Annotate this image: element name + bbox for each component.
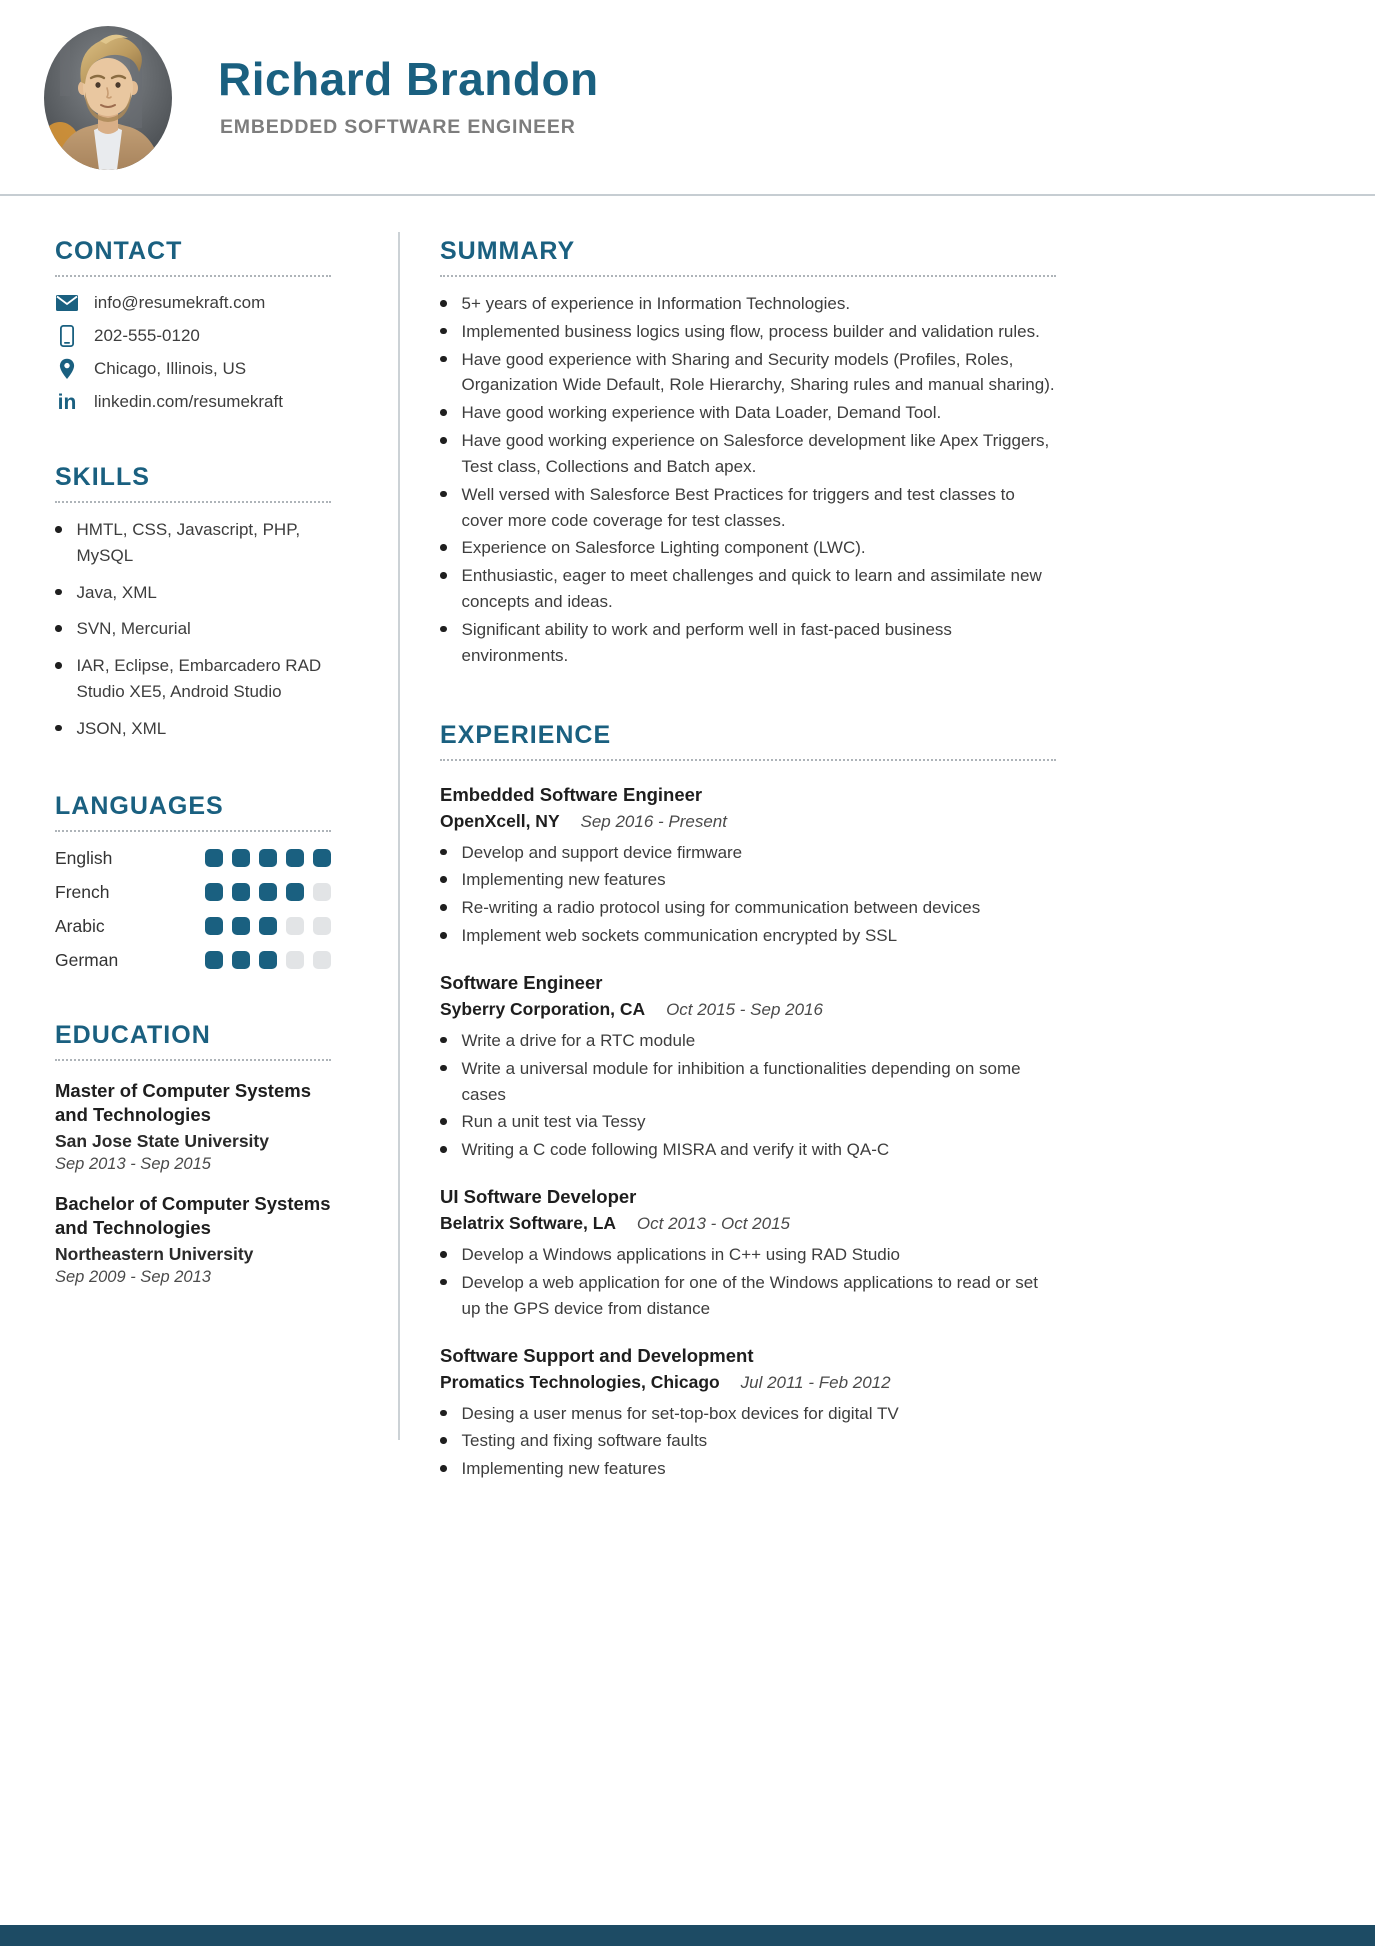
level-square <box>313 883 331 901</box>
job-bullet-text: Develop a Windows applications in C++ using RAD Studio <box>461 1245 900 1265</box>
skill-item <box>55 517 331 569</box>
education-dates: Sep 2013 - Sep 2015 <box>55 1154 211 1173</box>
level-square <box>232 917 250 935</box>
skill-text: IAR, Eclipse, Embarcadero RAD Studio XE5, Android Studio <box>76 656 322 702</box>
summary-item <box>440 535 1056 561</box>
bullet-dot <box>440 626 447 633</box>
contact-row-location <box>55 358 331 380</box>
job-entry <box>440 1186 1056 1321</box>
linkedin-icon: in <box>57 390 77 414</box>
education-item <box>55 1192 331 1287</box>
job-dates: Oct 2015 - Sep 2016 <box>666 999 823 1019</box>
job-bullet-text: Writing a C code following MISRA and verify it with QA-C <box>461 1140 890 1160</box>
education-heading: EDUCATION <box>55 1021 331 1061</box>
summary-item <box>440 617 1056 669</box>
languages-list <box>55 848 331 971</box>
job-bullet-text: Write a universal module for inhibition a functionalities depending on some cases <box>461 1058 1021 1104</box>
bullet-dot <box>440 1279 447 1286</box>
bullet-dot <box>440 572 447 579</box>
bullet-dot <box>440 1118 447 1125</box>
job-company: OpenXcell, NY <box>440 810 560 831</box>
language-row <box>55 916 331 937</box>
location-icon <box>55 358 79 380</box>
job-bullet <box>440 1428 1056 1454</box>
contact-location-text: Chicago, Illinois, US <box>94 359 247 378</box>
school-name: Northeastern University <box>55 1243 254 1264</box>
avatar-illustration <box>44 26 172 170</box>
bullet-dot <box>440 1065 447 1072</box>
job-entry <box>440 1345 1056 1482</box>
contact-heading: CONTACT <box>55 237 331 277</box>
person-name: Richard Brandon <box>218 53 599 105</box>
school-name: San Jose State University <box>55 1130 269 1151</box>
job-bullet-text: Develop a web application for one of the Windows applications to read or set up the GPS device from distance <box>461 1272 1038 1318</box>
education-item <box>55 1079 331 1174</box>
job-meta <box>440 999 1056 1020</box>
job-bullet <box>440 1056 1056 1108</box>
summary-text: Implemented business logics using flow, process builder and validation rules. <box>461 321 1040 341</box>
skill-item <box>55 716 331 742</box>
job-bullet <box>440 923 1056 949</box>
contact-row-linkedin <box>55 391 331 413</box>
job-entry <box>440 972 1056 1163</box>
level-square <box>286 917 304 935</box>
summary-item <box>440 428 1056 480</box>
summary-text: Enthusiastic, eager to meet challenges and quick to learn and assimilate new concepts and ideas. <box>461 566 1042 612</box>
contact-phone-text: 202-555-0120 <box>94 326 200 345</box>
contact-email-text: info@resumekraft.com <box>94 293 266 312</box>
summary-text: Have good working experience on Salesforce development like Apex Triggers, Test class, Collections and Batch apex. <box>461 431 1050 476</box>
summary-item <box>440 482 1056 534</box>
job-bullet <box>440 895 1056 921</box>
left-column <box>55 237 331 1287</box>
bullet-dot <box>440 328 447 335</box>
job-bullet <box>440 1456 1056 1482</box>
job-bullet <box>440 867 1056 893</box>
bullet-dot <box>440 300 447 307</box>
education-list <box>55 1079 331 1287</box>
job-bullets <box>440 1242 1056 1321</box>
level-square <box>286 849 304 867</box>
level-square <box>286 883 304 901</box>
bullet-dot <box>440 491 447 498</box>
skills-heading: SKILLS <box>55 463 331 503</box>
phone-icon <box>55 325 79 347</box>
education-dates: Sep 2009 - Sep 2013 <box>55 1267 211 1286</box>
level-square <box>313 849 331 867</box>
job-bullet <box>440 1028 1056 1054</box>
bullet-dot <box>55 589 62 596</box>
level-square <box>259 849 277 867</box>
skill-item <box>55 616 331 642</box>
language-name: French <box>55 881 110 902</box>
language-row <box>55 882 331 903</box>
summary-item <box>440 347 1056 399</box>
contact-row-phone <box>55 325 331 347</box>
language-name: German <box>55 949 119 970</box>
job-dates: Sep 2016 - Present <box>580 811 727 831</box>
profile-photo <box>44 26 172 170</box>
bullet-dot <box>440 356 447 363</box>
job-company: Promatics Technologies, Chicago <box>440 1371 720 1392</box>
level-square <box>205 951 223 969</box>
job-bullet <box>440 1401 1056 1427</box>
summary-heading: SUMMARY <box>440 237 1056 277</box>
job-bullet-text: Run a unit test via Tessy <box>461 1112 646 1132</box>
skill-text: Java, XML <box>76 582 157 602</box>
job-bullet-text: Implementing new features <box>461 1459 666 1479</box>
language-level-meter <box>205 883 331 901</box>
job-bullets <box>440 1401 1056 1482</box>
language-row <box>55 950 331 971</box>
degree-title: Master of Computer Systems and Technologies <box>55 1079 311 1125</box>
skill-item <box>55 580 331 606</box>
level-square <box>205 849 223 867</box>
level-square <box>232 883 250 901</box>
job-bullet <box>440 840 1056 866</box>
job-bullet <box>440 1270 1056 1322</box>
bullet-dot <box>55 662 62 669</box>
skill-text: JSON, XML <box>76 718 167 738</box>
bullet-dot <box>440 409 447 416</box>
skill-text: HMTL, CSS, Javascript, PHP, MySQL <box>76 520 301 565</box>
bullet-dot <box>440 1437 447 1444</box>
bullet-dot <box>440 876 447 883</box>
level-square <box>232 849 250 867</box>
contact-linkedin-text: linkedin.com/resumekraft <box>94 392 283 411</box>
job-bullet-text: Implement web sockets communication encrypted by SSL <box>461 926 898 946</box>
summary-item <box>440 563 1056 615</box>
job-bullet-text: Desing a user menus for set-top-box devices for digital TV <box>461 1403 899 1423</box>
language-level-meter <box>205 917 331 935</box>
summary-text: Have good working experience with Data Loader, Demand Tool. <box>461 403 942 423</box>
summary-item <box>440 319 1056 345</box>
level-square <box>313 951 331 969</box>
job-meta <box>440 1372 1056 1393</box>
language-name: Arabic <box>55 915 105 936</box>
job-title: Software Support and Development <box>440 1344 754 1366</box>
job-company: Belatrix Software, LA <box>440 1213 617 1234</box>
bullet-dot <box>55 526 62 533</box>
job-bullet <box>440 1137 1056 1163</box>
summary-item <box>440 400 1056 426</box>
bullet-dot <box>440 849 447 856</box>
bullet-dot <box>440 1037 447 1044</box>
degree-title: Bachelor of Computer Systems and Technologies <box>55 1192 331 1238</box>
job-meta <box>440 811 1056 832</box>
job-meta <box>440 1213 1056 1234</box>
bullet-dot <box>55 725 62 732</box>
skill-text: SVN, Mercurial <box>76 619 191 639</box>
language-level-meter <box>205 849 331 867</box>
bullet-dot <box>440 437 447 444</box>
footer-bar <box>0 1925 1375 1946</box>
job-bullet-text: Testing and fixing software faults <box>461 1431 708 1451</box>
job-dates: Jul 2011 - Feb 2012 <box>740 1372 891 1392</box>
level-square <box>205 883 223 901</box>
job-bullet-text: Implementing new features <box>461 870 666 890</box>
job-bullets <box>440 840 1056 949</box>
job-bullet-text: Develop and support device firmware <box>461 842 743 862</box>
summary-list <box>440 291 1056 669</box>
job-dates: Oct 2013 - Oct 2015 <box>636 1214 790 1234</box>
skill-item <box>55 653 331 705</box>
job-company: Syberry Corporation, CA <box>440 998 646 1019</box>
level-square <box>259 883 277 901</box>
bullet-dot <box>440 1410 447 1417</box>
summary-text: Significant ability to work and perform well in fast-paced business environments. <box>461 619 952 665</box>
bullet-dot <box>440 1465 447 1472</box>
summary-text: 5+ years of experience in Information Technologies. <box>461 294 851 313</box>
level-square <box>232 951 250 969</box>
bullet-dot <box>440 932 447 939</box>
column-divider <box>398 232 400 1440</box>
header-divider <box>0 194 1375 196</box>
level-square <box>259 917 277 935</box>
language-level-meter <box>205 951 331 969</box>
right-column <box>440 237 1056 1484</box>
level-square <box>286 951 304 969</box>
language-name: English <box>55 847 113 868</box>
experience-heading: EXPERIENCE <box>440 721 1056 761</box>
summary-item <box>440 291 1056 317</box>
bullet-dot <box>55 625 62 632</box>
job-title: Software Engineer <box>440 971 603 993</box>
contact-list <box>55 292 331 413</box>
job-entry <box>440 784 1056 949</box>
bullet-dot <box>440 1251 447 1258</box>
experience-list <box>440 784 1056 1482</box>
job-bullet <box>440 1109 1056 1135</box>
summary-text: Have good experience with Sharing and Security models (Profiles, Roles, Organization Wide Default, Role Hierarchy, Sharing rules and manual sharing). <box>461 349 1055 395</box>
job-title: UI Software Developer <box>440 1186 637 1208</box>
email-icon <box>55 292 79 314</box>
level-square <box>259 951 277 969</box>
language-row <box>55 848 331 869</box>
level-square <box>313 917 331 935</box>
job-title: Embedded Software Engineer <box>440 783 703 805</box>
bullet-dot <box>440 904 447 911</box>
summary-text: Experience on Salesforce Lighting component (LWC). <box>461 538 866 558</box>
bullet-dot <box>440 1146 447 1153</box>
languages-heading: LANGUAGES <box>55 792 331 832</box>
job-bullet-text: Write a drive for a RTC module <box>461 1030 696 1050</box>
job-bullet <box>440 1242 1056 1268</box>
job-bullets <box>440 1028 1056 1163</box>
bullet-dot <box>440 544 447 551</box>
person-title: EMBEDDED SOFTWARE ENGINEER <box>220 116 576 138</box>
contact-row-email <box>55 292 331 314</box>
level-square <box>205 917 223 935</box>
job-bullet-text: Re-writing a radio protocol using for communication between devices <box>461 898 981 918</box>
skills-list <box>55 517 331 742</box>
summary-text: Well versed with Salesforce Best Practices for triggers and test classes to cover more code coverage for test classes. <box>461 484 1015 530</box>
